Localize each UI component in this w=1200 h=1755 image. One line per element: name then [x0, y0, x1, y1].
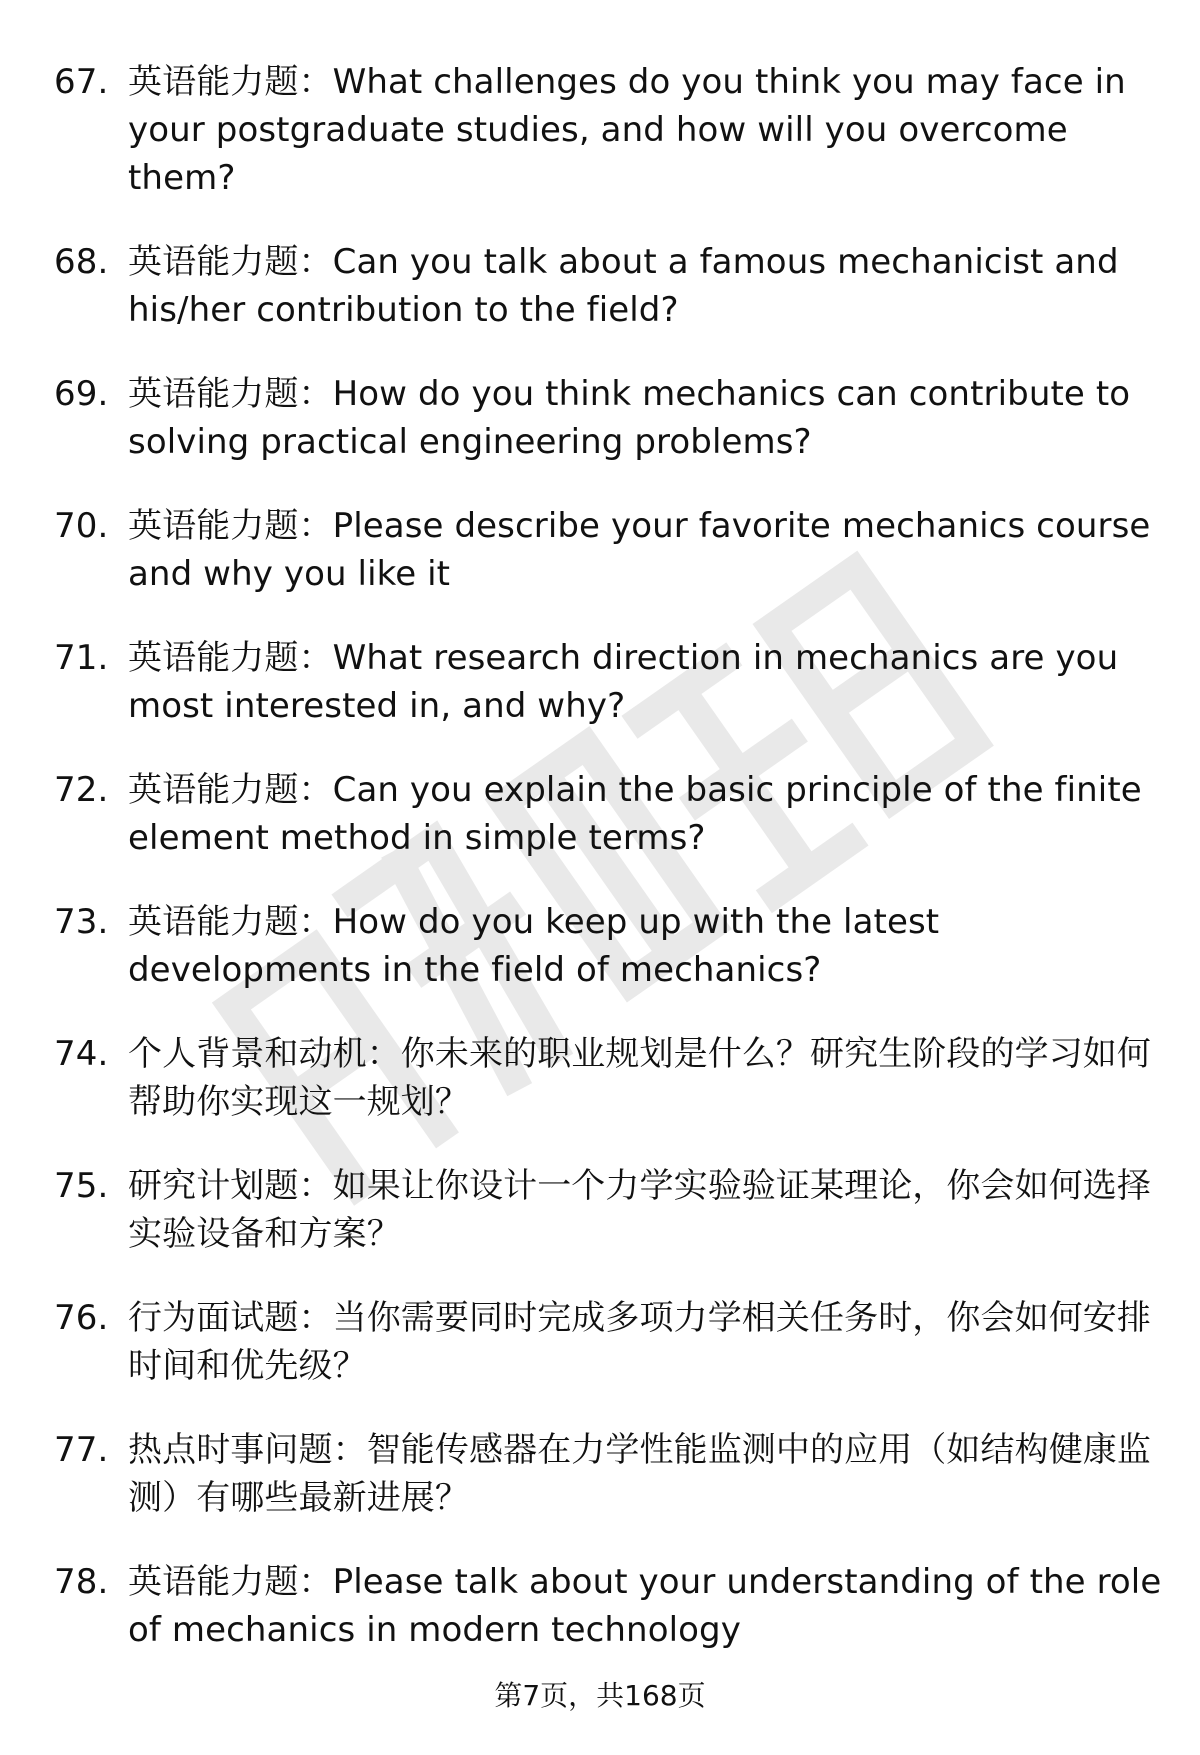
question-number: 76.: [54, 1298, 109, 1338]
question-text: 英语能力题：Can you talk about a famous mechanicist and his/her contribution to the field?: [128, 242, 1119, 330]
list-item: [54, 370, 1164, 466]
list-item: [54, 58, 1164, 202]
question-number: 77.: [54, 1430, 109, 1470]
question-list: [54, 58, 1164, 1690]
question-number: 72.: [54, 770, 109, 810]
list-item: [54, 1162, 1164, 1258]
list-item: [54, 1558, 1164, 1654]
question-text: 英语能力题：Can you explain the basic principle of the finite element method in simple terms?: [128, 770, 1142, 858]
page-footer: 第7页，共168页: [494, 1679, 706, 1712]
question-number: 70.: [54, 506, 109, 546]
list-item: [54, 1294, 1164, 1390]
question-text: 研究计划题：如果让你设计一个力学实验验证某理论，你会如何选择实验设备和方案？: [128, 1166, 1151, 1254]
question-number: 67.: [54, 62, 109, 102]
question-number: 71.: [54, 638, 109, 678]
question-text: 热点时事问题：智能传感器在力学性能监测中的应用（如结构健康监测）有哪些最新进展？: [128, 1430, 1151, 1518]
question-text: 英语能力题：What challenges do you think you may face in your postgraduate studies, and how will you overcome them?: [128, 62, 1126, 198]
question-number: 74.: [54, 1034, 109, 1074]
question-text: 英语能力题：Please describe your favorite mechanics course and why you like it: [128, 506, 1151, 594]
question-number: 69.: [54, 374, 109, 414]
question-text: 行为面试题：当你需要同时完成多项力学相关任务时，你会如何安排时间和优先级？: [128, 1298, 1151, 1386]
list-item: [54, 634, 1164, 730]
question-number: 78.: [54, 1562, 109, 1602]
question-text: 英语能力题：How do you keep up with the latest developments in the field of mechanics?: [128, 902, 940, 990]
question-text: 英语能力题：What research direction in mechanics are you most interested in, and why?: [128, 638, 1119, 726]
list-item: [54, 1030, 1164, 1126]
list-item: [54, 502, 1164, 598]
list-item: [54, 766, 1164, 862]
question-text: 个人背景和动机：你未来的职业规划是什么？研究生阶段的学习如何帮助你实现这一规划？: [128, 1034, 1151, 1122]
list-item: [54, 238, 1164, 334]
question-text: 英语能力题：How do you think mechanics can contribute to solving practical engineering problems?: [128, 374, 1131, 462]
question-text: 英语能力题：Please talk about your understanding of the role of mechanics in modern technology: [128, 1562, 1162, 1650]
list-item: [54, 898, 1164, 994]
question-number: 75.: [54, 1166, 109, 1206]
question-number: 73.: [54, 902, 109, 942]
question-number: 68.: [54, 242, 109, 282]
list-item: [54, 1426, 1164, 1522]
